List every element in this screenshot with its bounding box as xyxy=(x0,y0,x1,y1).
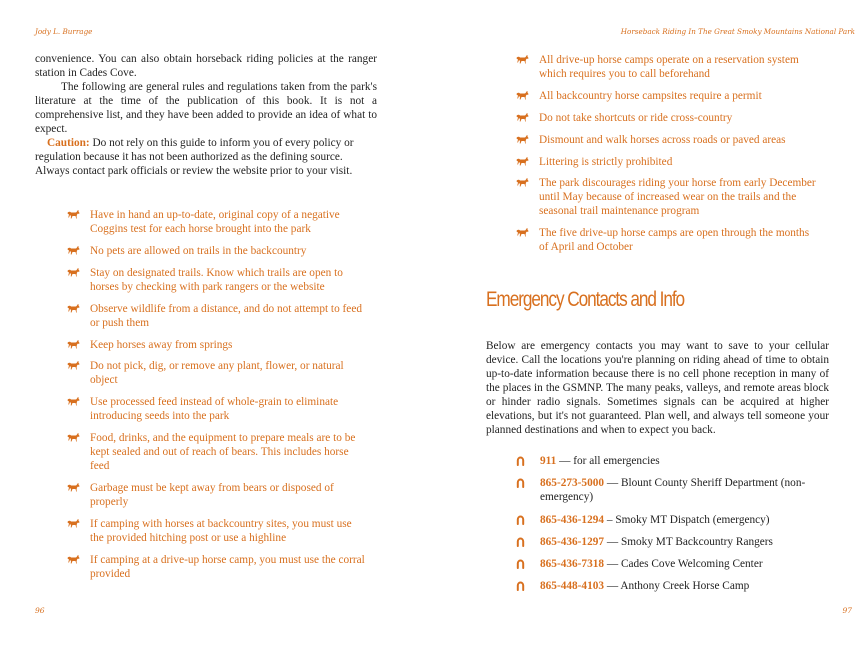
contact-number: 865-436-1297 xyxy=(540,535,605,548)
rule-text: If camping with horses at backcountry sites, you must use the provided hitching post or use a highline xyxy=(90,518,352,545)
rule-item xyxy=(516,133,816,147)
rule-item xyxy=(67,244,367,258)
contact-label: – Smoky MT Dispatch (emergency) xyxy=(604,513,770,526)
contact-label: — Blount County Sheriff Department (non-emergency) xyxy=(540,477,806,504)
left-page-number: 96 xyxy=(35,606,45,615)
contact-text xyxy=(540,557,763,571)
rule-item xyxy=(516,89,816,103)
emergency-contacts-list xyxy=(516,454,816,602)
rule-text: Have in hand an up-to-date, original copy of a negative Coggins test for each horse brought into the park xyxy=(90,209,340,235)
rule-text: Observe wildlife from a distance, and do not attempt to feed or push them xyxy=(90,302,362,329)
rule-item xyxy=(67,208,367,236)
rule-item xyxy=(516,176,816,218)
rule-text: If camping at a drive-up horse camp, you must use the corral provided xyxy=(90,553,365,580)
horse-icon xyxy=(67,395,90,406)
rule-item xyxy=(67,517,367,545)
contact-label: — for all emergencies xyxy=(556,455,660,467)
contact-item xyxy=(516,535,816,549)
contact-number: 865-448-4103 xyxy=(540,580,605,593)
rule-text: All drive-up horse camps operate on a reservation system which requires you to call beforehand xyxy=(539,54,799,80)
horse-icon xyxy=(67,431,90,442)
rule-item xyxy=(67,553,367,581)
horse-icon xyxy=(67,302,90,313)
emergency-intro-paragraph: Below are emergency contacts you may want to save to your cellular device. Call the locations you're planning on riding ahead of time to obtain up-to-date information because there is no cell phone reception in many of the places in the GSMNP. The many peaks, valleys, and remote areas block or hinder radio signals. Sometimes signals can be acquired at higher elevations, but it's not guaranteed. Plan well, and always tell someone your planned destinations and when to expect you back. xyxy=(486,340,829,436)
rule-item xyxy=(516,111,816,125)
contact-text xyxy=(540,579,749,593)
rule-text: All backcountry horse campsites require a permit xyxy=(539,89,762,102)
caution-label: Caution: xyxy=(47,137,90,149)
rule-item xyxy=(67,431,367,473)
right-running-head: Horseback Riding In The Great Smoky Mountains National Park xyxy=(620,27,855,36)
intro-paragraph-1: convenience. You can also obtain horseback riding policies at the ranger station in Cades Cove. xyxy=(35,53,377,79)
rule-text: The park discourages riding your horse from early December until May because of increased wear on the trails and the seasonal trail maintenance program xyxy=(539,177,816,218)
rule-item xyxy=(516,226,816,254)
left-intro xyxy=(35,52,377,178)
rule-text: Stay on designated trails. Know which trails are open to horses by checking with park rangers or the website xyxy=(90,266,343,293)
rule-text: Littering is strictly prohibited xyxy=(539,155,673,168)
contact-item xyxy=(516,557,816,571)
rule-item xyxy=(516,53,816,81)
horse-icon xyxy=(516,111,539,122)
contact-text xyxy=(540,454,660,468)
contact-label: — Anthony Creek Horse Camp xyxy=(604,580,750,593)
contact-number: 865-436-1294 xyxy=(540,513,605,526)
contact-label: — Smoky MT Backcountry Rangers xyxy=(604,535,773,548)
horse-icon xyxy=(516,53,539,64)
contact-number: 865-436-7318 xyxy=(540,558,605,571)
contact-number: 865-273-5000 xyxy=(540,477,605,490)
contact-item xyxy=(516,513,816,527)
rule-text: Food, drinks, and the equipment to prepare meals are to be kept sealed and out of reach of bears. This includes horse feed xyxy=(90,432,356,473)
horse-icon xyxy=(516,133,539,144)
rule-text: The five drive-up horse camps are open through the months of April and October xyxy=(539,227,810,254)
contact-label: — Cades Cove Welcoming Center xyxy=(604,558,763,571)
horseshoe-icon xyxy=(516,476,540,488)
horse-icon xyxy=(67,338,90,349)
rule-text: Dismount and walk horses across roads or paved areas xyxy=(539,133,786,146)
right-page-number: 97 xyxy=(842,606,852,615)
contact-number: 911 xyxy=(540,455,557,467)
contact-item xyxy=(516,476,816,504)
contact-text xyxy=(540,476,816,504)
horse-icon xyxy=(67,208,90,219)
horse-icon xyxy=(67,266,90,277)
rule-text: Do not pick, dig, or remove any plant, flower, or natural object xyxy=(90,360,344,387)
horse-icon xyxy=(67,553,90,564)
contact-text xyxy=(540,535,773,549)
caution-text: Do not rely on this guide to inform you of every policy or regulation because it has not been authorized as the defining source. Always contact park officials or review the website prior to your visit. xyxy=(35,137,354,177)
horseshoe-icon xyxy=(516,557,540,569)
horse-icon xyxy=(67,359,90,370)
contact-text xyxy=(540,513,770,527)
section-title: Emergency Contacts and Info xyxy=(486,288,685,311)
horseshoe-icon xyxy=(516,454,540,466)
rule-item xyxy=(67,359,367,387)
horseshoe-icon xyxy=(516,513,540,525)
horse-icon xyxy=(67,244,90,255)
caution-paragraph xyxy=(35,136,377,178)
rule-item xyxy=(67,266,367,294)
rule-item xyxy=(67,481,367,509)
rule-item xyxy=(67,395,367,423)
contact-item xyxy=(516,579,816,593)
contact-item xyxy=(516,454,816,468)
rule-text: Garbage must be kept away from bears or disposed of properly xyxy=(90,482,334,509)
rule-text: No pets are allowed on trails in the backcountry xyxy=(90,244,307,257)
rules-list-right xyxy=(516,53,816,262)
rule-item xyxy=(67,338,367,352)
rule-text: Use processed feed instead of whole-grain to eliminate introducing seeds into the park xyxy=(90,396,339,423)
horse-icon xyxy=(516,89,539,100)
horse-icon xyxy=(67,517,90,528)
rule-item xyxy=(516,155,816,169)
emergency-intro xyxy=(486,339,829,437)
horse-icon xyxy=(516,226,539,237)
left-running-head: Jody L. Burrage xyxy=(35,27,93,36)
rule-text: Keep horses away from springs xyxy=(90,338,233,351)
rules-list-left xyxy=(67,208,367,589)
horseshoe-icon xyxy=(516,579,540,591)
rule-text: Do not take shortcuts or ride cross-country xyxy=(539,111,733,124)
horse-icon xyxy=(67,481,90,492)
horse-icon xyxy=(516,155,539,166)
horseshoe-icon xyxy=(516,535,540,547)
intro-paragraph-2: The following are general rules and regulations taken from the park's literature at the time of the publication of this book. It is not a comprehensive list, and they have been added to provide an idea of what to expect. xyxy=(35,81,377,135)
rule-item xyxy=(67,302,367,330)
horse-icon xyxy=(516,176,539,187)
